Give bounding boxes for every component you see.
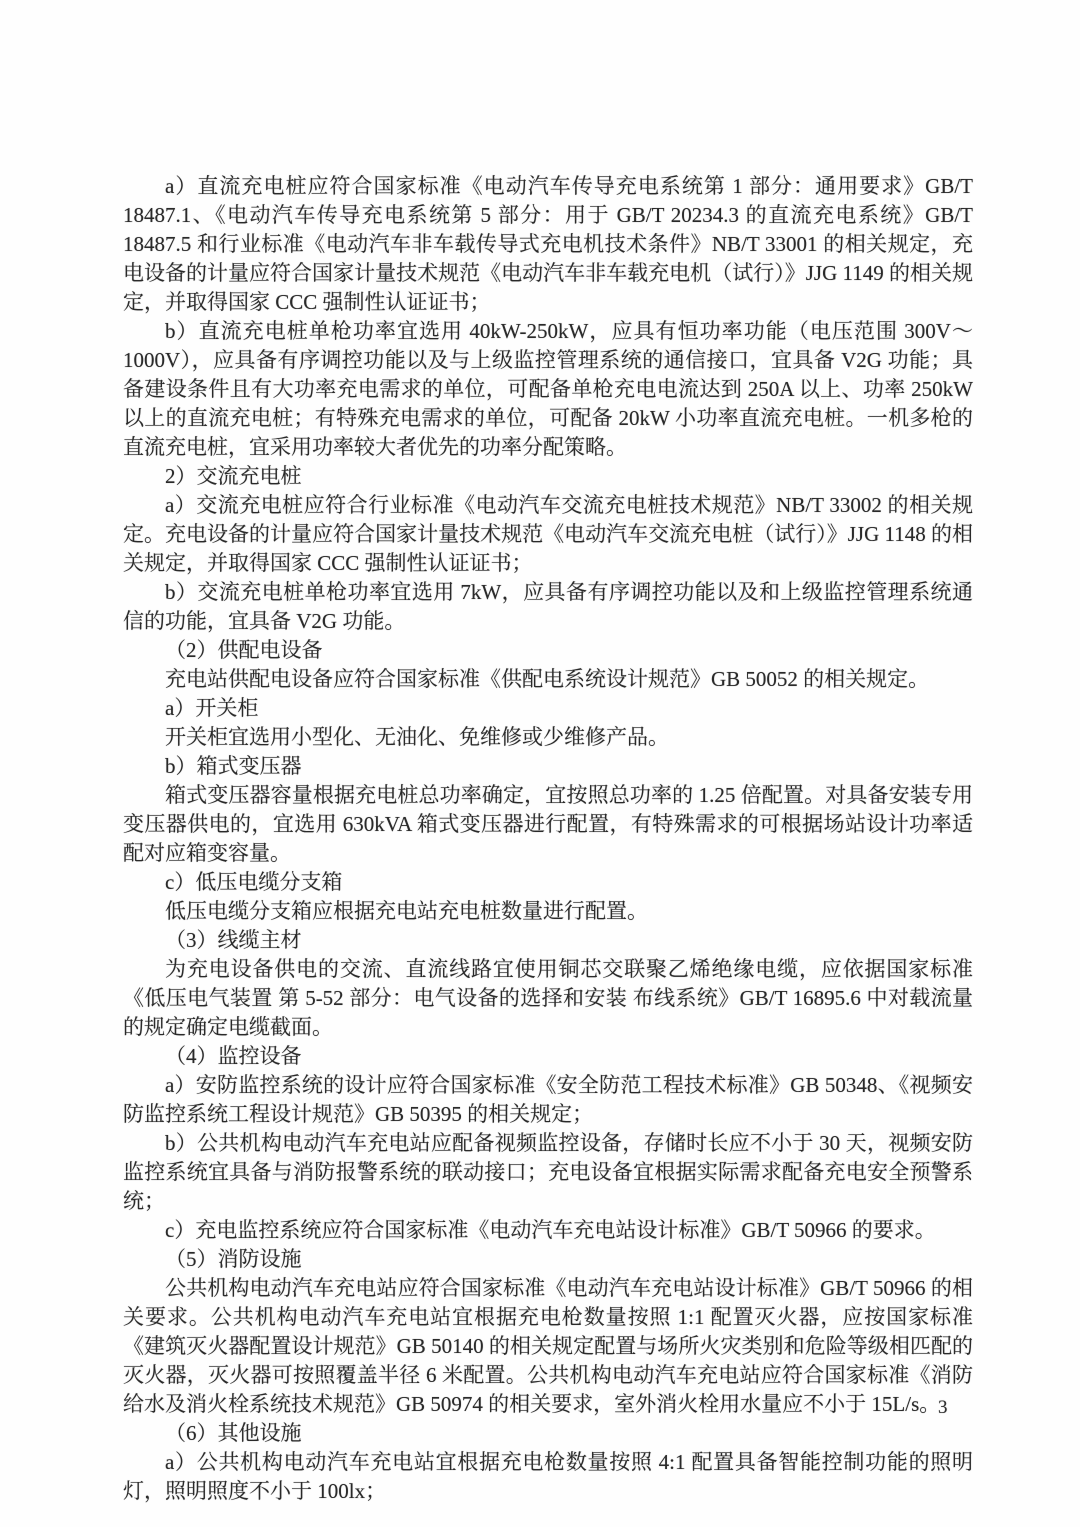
heading-other-facilities: （6）其他设施 [165, 1421, 302, 1445]
paragraph-switchgear: 开关柜宜选用小型化、无油化、免维修或少维修产品。 [165, 725, 669, 749]
heading-box-transformer: b）箱式变压器 [165, 754, 302, 778]
paragraph-box-transformer: 箱式变压器容量根据充电桩总功率确定，宜按照总功率的 1.25 倍配置。对具备安装专用变压器供电的，宜选用 630kVA 箱式变压器进行配置，有特殊需求的可根据场站设计功率适配对应箱变容量。 [123, 783, 973, 865]
paragraph-ac-pile-standards: a）交流充电桩应符合行业标准《电动汽车交流充电桩技术规范》NB/T 33002 的相关规定。充电设备的计量应符合国家计量技术规范《电动汽车交流充电桩（试行）》JJG 1148 的相关规定，并取得国家 CCC 强制性认证证书； [123, 493, 973, 575]
paragraph-fire-facilities: 公共机构电动汽车充电站应符合国家标准《电动汽车充电站设计标准》GB/T 50966 的相关要求。公共机构电动汽车充电站宜根据充电枪数量按照 1:1 配置灭火器，应按国家标准《建筑灭火器配置设计规范》GB 50140 的相关规定配置与场所火灾类别和危险等级相匹配的灭火器，灭火器可按照覆盖半径 6 米配置。公共机构电动汽车充电站应符合国家标准《消防给水及消火栓系统技术规范》GB 50974 的相关要求，室外消火栓用水量应不小于 15L/s。 [123, 1276, 973, 1416]
paragraph-ac-pile-power: b）交流充电桩单枪功率宜选用 7kW，应具备有序调控功能以及和上级监控管理系统通信的功能，宜具备 V2G 功能。 [123, 580, 973, 633]
heading-fire-facilities: （5）消防设施 [165, 1247, 302, 1271]
heading-lv-cable-branch-box: c）低压电缆分支箱 [165, 870, 343, 894]
paragraph-security-monitoring: a）安防监控系统的设计应符合国家标准《安全防范工程技术标准》GB 50348、《视频安防监控系统工程设计规范》GB 50395 的相关规定； [123, 1073, 973, 1126]
heading-power-distribution-equipment: （2）供配电设备 [165, 638, 323, 662]
paragraph-charging-monitoring: c）充电监控系统应符合国家标准《电动汽车充电站设计标准》GB/T 50966 的要求。 [165, 1218, 936, 1242]
paragraph-cable-materials: 为充电设备供电的交流、直流线路宜使用铜芯交联聚乙烯绝缘电缆，应依据国家标准《低压电气装置 第 5-52 部分：电气设备的选择和安装 布线系统》GB/T 16895.6 中对载流量的规定确定电缆截面。 [123, 957, 973, 1039]
paragraph-video-monitoring: b）公共机构电动汽车充电站应配备视频监控设备，存储时长应不小于 30 天，视频安防监控系统宜具备与消防报警系统的联动接口；充电设备宜根据实际需求配备充电安全预警系统； [123, 1131, 973, 1213]
page-number: 3 [938, 1397, 948, 1418]
heading-switchgear: a）开关柜 [165, 696, 259, 720]
paragraph-dc-pile-standards: a）直流充电桩应符合国家标准《电动汽车传导充电系统第 1 部分：通用要求》GB/T 18487.1、《电动汽车传导充电系统第 5 部分：用于 GB/T 20234.3 的直流充电系统》GB/T 18487.5 和行业标准《电动汽车非车载传导式充电机技术条件》NB/T 33001 的相关规定，充电设备的计量应符合国家计量技术规范《电动汽车非车载充电机（试行）》JJG 1149 的相关规定，并取得国家 CCC 强制性认证证书； [123, 174, 973, 314]
paragraph-lighting: a）公共机构电动汽车充电站宜根据充电枪数量按照 4:1 配置具备智能控制功能的照明灯，照明照度不小于 100lx； [123, 1450, 973, 1503]
document-text-block [123, 172, 973, 1506]
heading-ac-pile: 2）交流充电桩 [165, 464, 302, 488]
paragraph-dc-pile-power: b）直流充电桩单枪功率宜选用 40kW-250kW，应具有恒功率功能（电压范围 300V～1000V），应具备有序调控功能以及与上级监控管理系统的通信接口，宜具备 V2G 功能；具备建设条件且有大功率充电需求的单位，可配备单枪充电电流达到 250A 以上、功率 250kW 以上的直流充电桩；有特殊充电需求的单位，可配备 20kW 小功率直流充电桩。一机多枪的直流充电桩，宜采用功率较大者优先的功率分配策略。 [123, 319, 973, 459]
heading-cable-materials: （3）线缆主材 [165, 928, 302, 952]
heading-monitoring-equipment: （4）监控设备 [165, 1044, 302, 1068]
paragraph-lv-cable-branch-box: 低压电缆分支箱应根据充电站充电桩数量进行配置。 [165, 899, 648, 923]
paragraph-power-distribution-standard: 充电站供配电设备应符合国家标准《供配电系统设计规范》GB 50052 的相关规定。 [165, 667, 930, 691]
